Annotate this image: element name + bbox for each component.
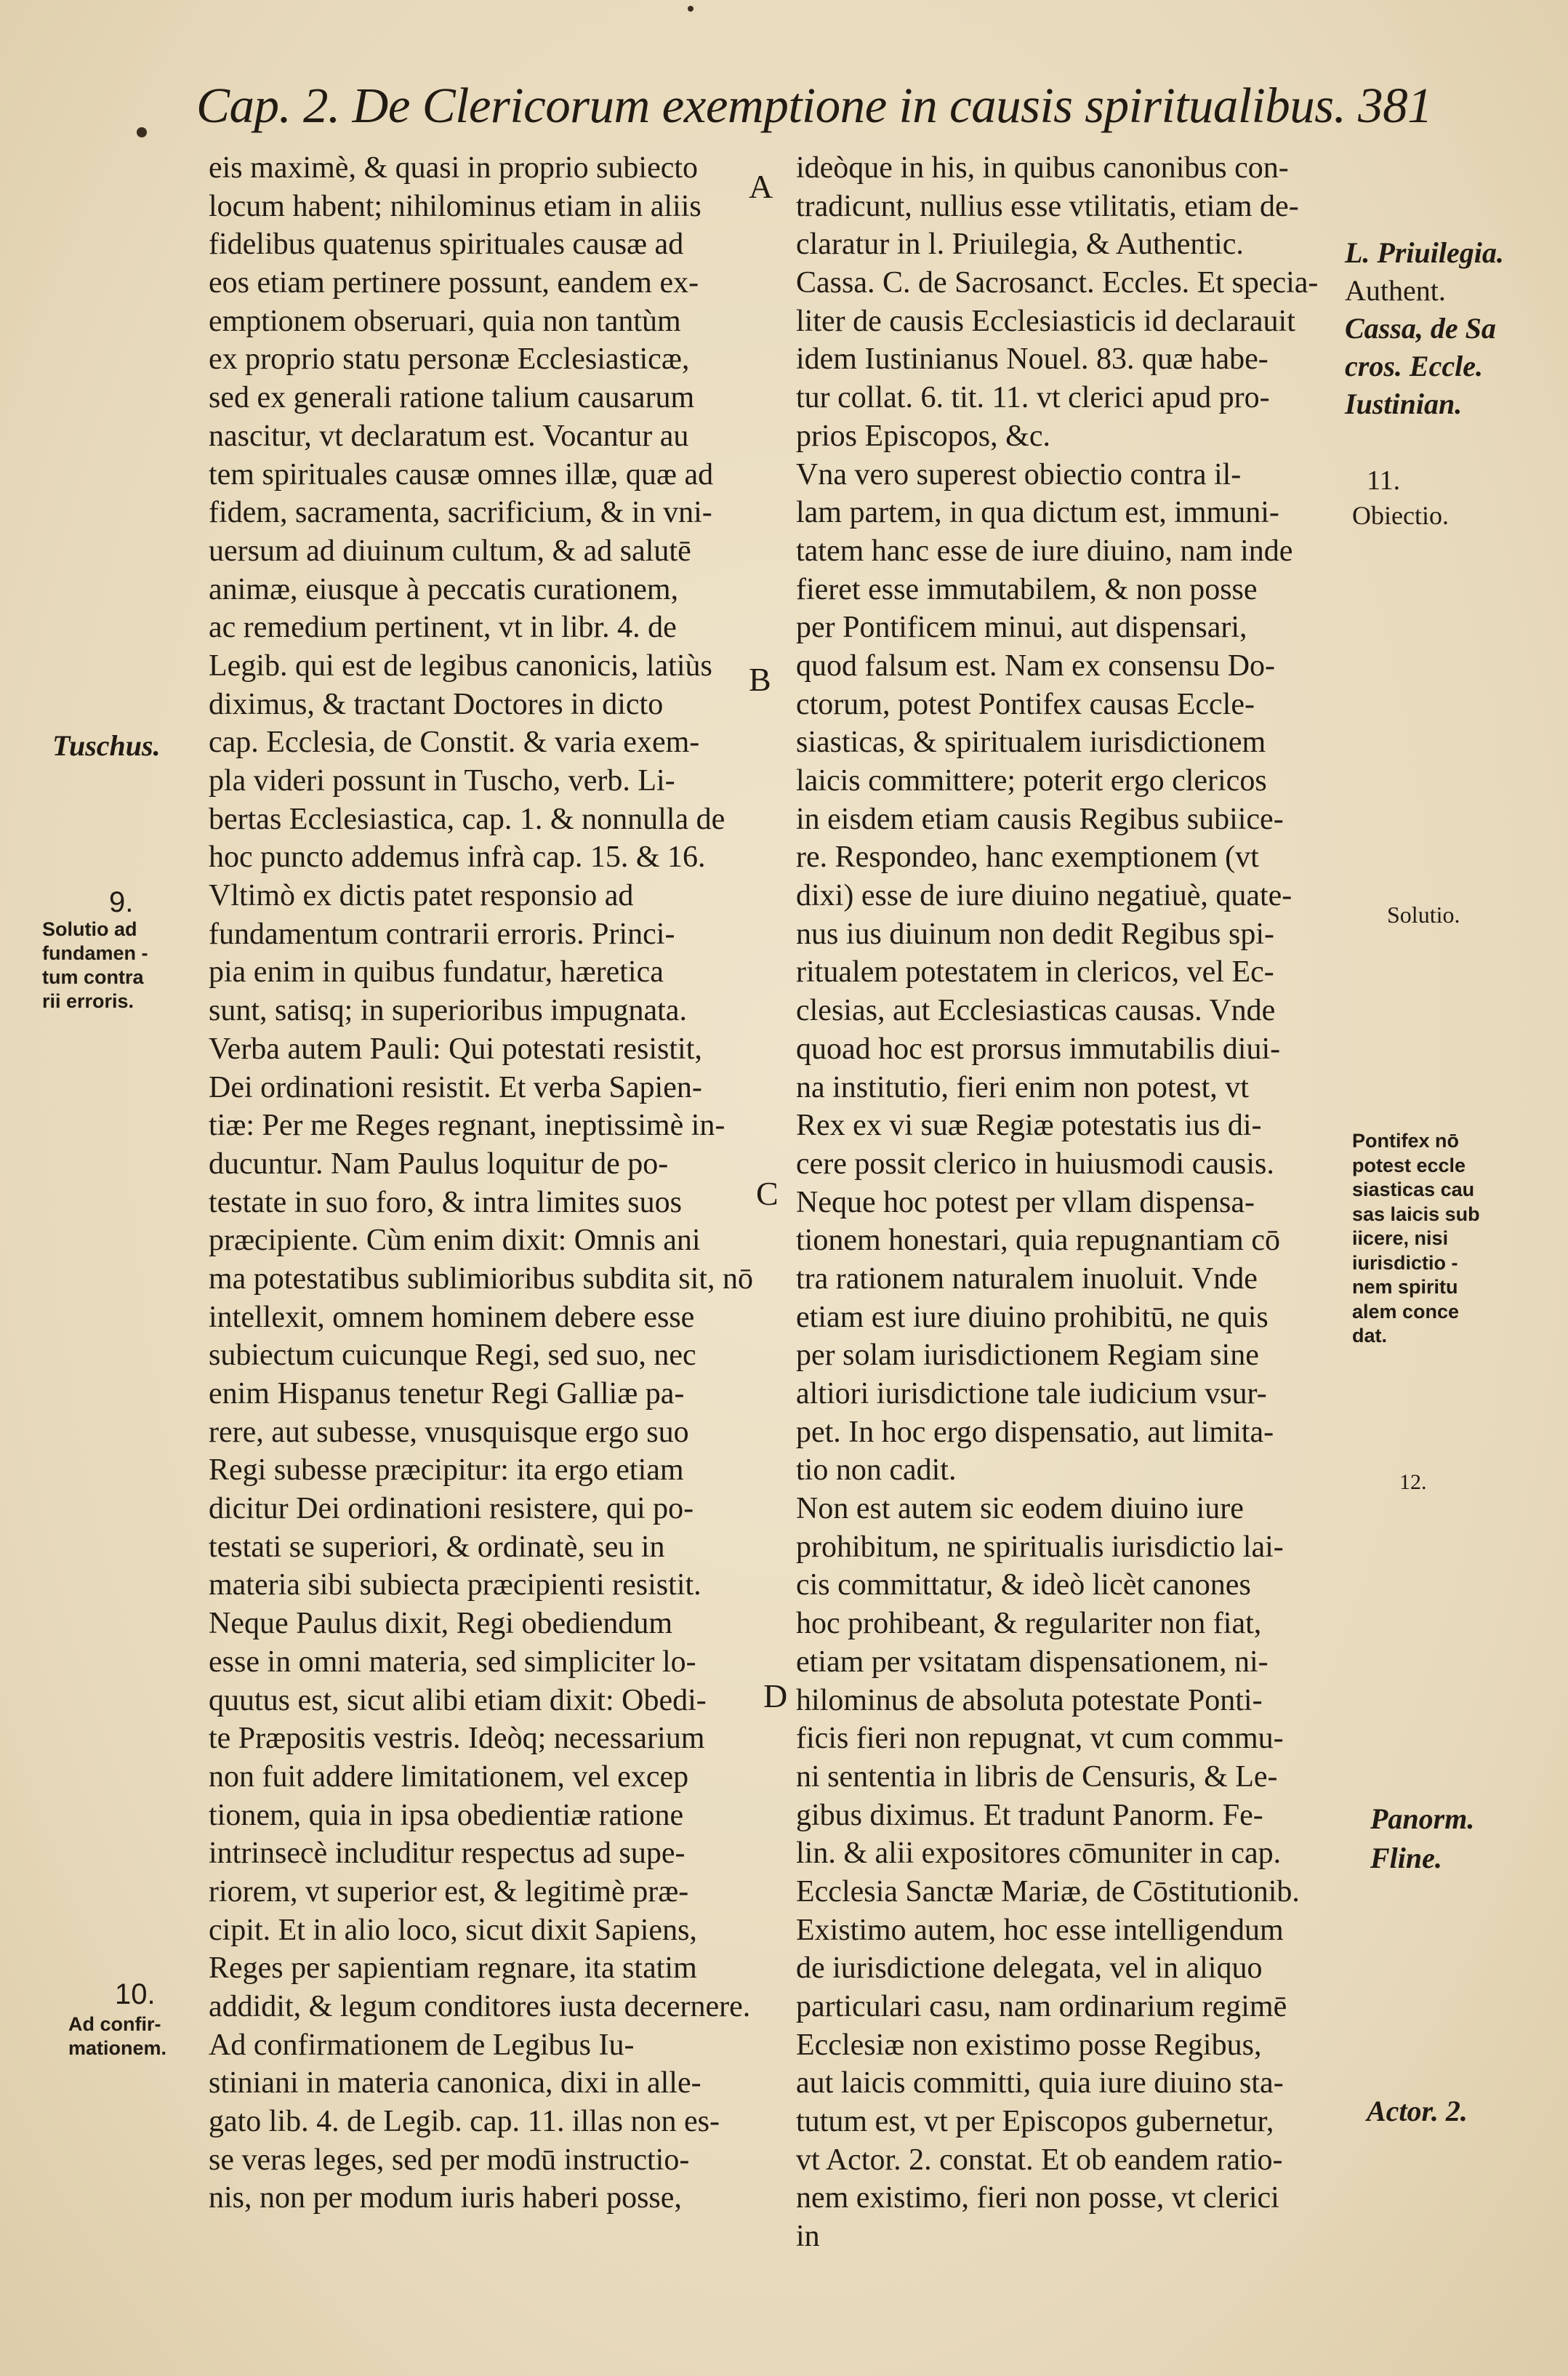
text-line: intellexit, omnem hominem debere esse [209,1300,695,1334]
text-line: sunt, satisq; in superioribus impugnata. [209,994,687,1028]
text-line: ma potestatibus sublimioribus subdita sit, nō [209,1261,753,1296]
text-line: aut laicis committi, quia iure diuino sta- [796,2066,1284,2100]
text-line: subiectum cuicunque Regi, sed suo, nec [209,1338,696,1373]
text-line: siasticas, & spiritualem iurisdictionem [796,726,1266,760]
text-line: particulari casu, nam ordinarium regimē [796,1990,1287,2023]
text-line: non fuit addere limitationem, vel excep [209,1759,689,1794]
margin-note-solutio [42,918,148,1014]
margin-line: Panorm. [1370,1802,1475,1835]
text-line: quod falsum est. Nam ex consensu Do- [796,649,1276,683]
text-line: per Pontificem minui, aut dispensari, [796,611,1247,645]
text-line: ctorum, potest Pontifex causas Eccle- [796,687,1255,721]
text-line: tur collat. 6. tit. 11. vt clerici apud pro- [796,381,1270,415]
right-text-column [796,149,1341,2256]
margin-line: dat. [1352,1325,1388,1346]
margin-line: rii erroris. [42,990,134,1012]
margin-line: Pontifex nō [1352,1130,1459,1152]
ink-speck [137,127,147,137]
text-line: tra rationem naturalem inuoluit. Vnde [796,1261,1258,1296]
text-line: vt Actor. 2. constat. Et ob eandem ratio- [796,2143,1283,2177]
text-line: fieret esse immutabilem, & non posse [796,572,1258,606]
running-header: Cap. 2. De Clericorum exemptione in causis spiritualibus. 381 [196,78,1433,133]
margin-line: potest eccle [1352,1154,1466,1176]
text-line: intrinsecè includitur respectus ad supe- [209,1837,686,1871]
text-line: lam partem, in qua dictum est, immuni- [796,496,1279,530]
text-line: hilominus de absoluta potestate Ponti- [796,1683,1263,1717]
text-line: Verba autem Pauli: Qui potestati resistit, [209,1032,702,1066]
margin-line: tum contra [42,966,144,988]
text-line: altiori iurisdictione tale iudicium vsur- [796,1377,1267,1410]
text-line: emptionem obseruari, quia non tantùm [209,304,681,338]
text-line: ex proprio statu personæ Ecclesiasticæ, [209,342,690,377]
text-line: bertas Ecclesiastica, cap. 1. & nonnulla de [209,802,725,836]
section-letter-b: B [749,661,771,698]
text-line: de iurisdictione delegata, vel in aliquo [796,1951,1263,1986]
text-line: nem existimo, fieri non posse, vt clerici [796,2181,1279,2215]
text-line: gato lib. 4. de Legib. cap. 11. illas non es- [209,2105,720,2139]
text-line: dicitur Dei ordinationi resistere, qui po- [209,1492,694,1526]
text-line: præcipiente. Cùm enim dixit: Omnis ani [209,1224,701,1258]
text-line: gibus diximus. Et tradunt Panorm. Fe- [796,1798,1263,1832]
text-line: Regi subesse præcipitur: ita ergo etiam [209,1453,684,1488]
section-letter-d: D [763,1677,788,1714]
text-line: fundamentum contrarii erroris. Princi- [209,917,675,951]
text-line: animæ, eiusque à peccatis curationem, [209,572,679,606]
margin-line: siasticas cau [1352,1179,1475,1200]
text-line: idem Iustinianus Nouel. 83. quæ habe- [796,342,1269,377]
text-line: tionem, quia in ipsa obedientiæ ratione [209,1798,684,1832]
text-line: na institutio, fieri enim non potest, vt [796,1070,1249,1104]
text-line: tradicunt, nullius esse vtilitatis, etiam de- [796,189,1299,223]
text-line: nus ius diuinum non dedit Regibus spi- [796,917,1275,951]
text-line: re. Respondeo, hanc exemptionem (vt [796,840,1259,875]
text-line: Ecclesiæ non existimo posse Regibus, [796,2028,1262,2062]
text-line: etiam per vsitatam dispensationem, ni- [796,1645,1269,1679]
text-line: cipit. Et in alio loco, sicut dixit Sapiens, [209,1913,697,1947]
text-line: esse in omni materia, sed simpliciter lo- [209,1645,696,1679]
text-line: enim Hispanus tenetur Regi Galliæ pa- [209,1377,685,1410]
text-line: dixi) esse de iure diuino negatiuè, quate- [796,879,1292,913]
margin-number-10: 10. [115,1978,156,2010]
margin-line: cros. Eccle. [1345,350,1483,382]
text-line: ritualem potestatem in clericos, vel Ec- [796,955,1274,990]
text-line: tatem hanc esse de iure diuino, nam inde [796,534,1293,568]
text-line: pia enim in quibus fundatur, hæretica [209,955,664,990]
section-letter-c: C [756,1175,779,1212]
text-line: rere, aut subesse, vnusquisque ergo suo [209,1415,689,1449]
text-line: Ecclesia Sanctæ Mariæ, de Cōstitutionib. [796,1874,1300,1909]
text-line: testati se superiori, & ordinatè, seu in [209,1530,665,1564]
text-line: Neque hoc potest per vllam dispensa- [796,1185,1255,1219]
text-line: hoc prohibeant, & regulariter non fiat, [796,1607,1262,1641]
text-line: addidit, & legum conditores iusta decernere. [209,1990,751,2023]
text-line: nis, non per modum iuris haberi posse, [209,2181,682,2215]
text-line: stiniani in materia canonica, dixi in alle- [209,2066,701,2100]
text-line: prohibitum, ne spiritualis iurisdictio lai- [796,1530,1284,1564]
text-line: clesias, aut Ecclesiasticas causas. Vnde [796,994,1276,1028]
margin-line: Cassa, de Sa [1345,312,1496,345]
margin-note-tuschus: Tuschus. [52,729,161,762]
margin-line: L. Priuilegia. [1345,236,1504,269]
margin-line: Iustinian. [1345,388,1463,420]
text-line: laicis committere; poterit ergo clericos [796,764,1267,798]
text-line: ideòque in his, in quibus canonibus con- [796,151,1289,185]
text-line: locum habent; nihilominus etiam in aliis [209,189,701,223]
text-line: etiam est iure diuino prohibitū, ne quis [796,1300,1269,1334]
ink-speck [688,6,693,12]
text-line: in [796,2220,820,2254]
margin-note-solutio-right: Solutio. [1387,902,1460,928]
margin-number-9: 9. [109,886,134,918]
text-line: Vna vero superest obiectio contra il- [796,457,1242,491]
text-line: ac remedium pertinent, vt in libr. 4. de [209,611,677,645]
text-line: sed ex generali ratione talium causarum [209,381,695,415]
text-line: se veras leges, sed per modū instructio- [209,2143,690,2177]
margin-number-12: 12. [1399,1470,1427,1494]
text-line: eos etiam pertinere possunt, eandem ex- [209,266,699,300]
text-line: cap. Ecclesia, de Constit. & varia exem- [209,726,700,760]
text-line: Neque Paulus dixit, Regi obediendum [209,1607,673,1641]
text-line: fidem, sacramenta, sacrificium, & in vni- [209,496,712,530]
text-line: Ad confirmationem de Legibus Iu- [209,2028,635,2062]
margin-number-11: 11. [1367,465,1401,496]
margin-line: nem spiritu [1352,1276,1458,1298]
margin-note-confirmationem [68,2012,166,2060]
margin-line: Fline. [1370,1842,1442,1874]
text-line: tionem honestari, quia repugnantiam cō [796,1224,1280,1258]
text-line: pet. In hoc ergo dispensatio, aut limita- [796,1415,1274,1449]
margin-line: iicere, nisi [1352,1227,1449,1249]
text-line: tem spirituales causæ omnes illæ, quæ ad [209,457,714,491]
margin-line: fundamen - [42,942,148,964]
text-line: liter de causis Ecclesiasticis id declarauit [796,304,1295,338]
margin-note-panorm [1370,1799,1474,1878]
margin-line: mationem. [68,2037,167,2059]
text-line: riorem, vt superior est, & legitimè præ- [209,1874,689,1909]
text-line: cis committatur, & ideò licèt canones [796,1568,1251,1602]
text-line: diximus, & tractant Doctores in dicto [209,687,664,721]
text-line: Rex ex vi suæ Regiæ potestatis ius di- [796,1109,1262,1143]
text-line: Legib. qui est de legibus canonicis, latiùs [209,649,712,683]
text-line: Existimo autem, hoc esse intelligendum [796,1913,1284,1947]
margin-line: iurisdictio - [1352,1251,1458,1274]
text-line: uersum ad diuinum cultum, & ad salutē [209,534,691,568]
text-line: Reges per sapientiam regnare, ita statim [209,1951,697,1986]
text-line: per solam iurisdictionem Regiam sine [796,1338,1259,1373]
margin-note-actor: Actor. 2. [1367,2095,1468,2127]
section-letter-a: A [749,168,773,205]
margin-line: Authent. [1345,274,1446,307]
text-line: tio non cadit. [796,1453,957,1488]
text-line: Cassa. C. de Sacrosanct. Eccles. Et specia- [796,266,1319,300]
text-line: Non est autem sic eodem diuino iure [796,1492,1244,1526]
margin-line: sas laicis sub [1352,1203,1480,1225]
text-line: Dei ordinationi resistit. Et verba Sapien- [209,1070,702,1104]
text-line: tiæ: Per me Reges regnant, ineptissimè in- [209,1109,725,1143]
margin-line: alem conce [1352,1300,1460,1323]
text-line: cere possit clerico in huiusmodi causis. [796,1147,1274,1181]
text-line: tutum est, vt per Episcopos gubernetur, [796,2105,1274,2139]
text-line: hoc puncto addemus infrà cap. 15. & 16. [209,840,706,875]
text-line: claratur in l. Priuilegia, & Authentic. [796,228,1244,262]
margin-note-priuilegia [1345,234,1504,423]
text-line: Vltimò ex dictis patet responsio ad [209,879,634,913]
text-line: ficis fieri non repugnat, vt cum commu- [796,1722,1284,1756]
text-line: in eisdem etiam causis Regibus subiice- [796,802,1284,836]
text-line: fidelibus quatenus spirituales causæ ad [209,228,684,262]
text-line: prios Episcopos, &c. [796,419,1050,453]
text-line: quutus est, sicut alibi etiam dixit: Obedi- [209,1683,707,1717]
text-line: pla videri possunt in Tuscho, verb. Li- [209,764,675,798]
margin-line: Solutio ad [42,918,137,940]
text-line: testate in suo foro, & intra limites suos [209,1185,682,1219]
left-text-column [209,149,761,2218]
text-line: te Præpositis vestris. Ideòq; necessarium [209,1722,705,1756]
margin-note-obiectio: Obiectio. [1352,501,1449,530]
margin-line: Ad confir- [68,2013,161,2035]
text-line: eis maximè, & quasi in proprio subiecto [209,151,699,185]
text-line: quoad hoc est prorsus immutabilis diui- [796,1032,1281,1066]
text-line: lin. & alii expositores cōmuniter in cap. [796,1837,1282,1871]
margin-note-pontifex [1352,1129,1480,1349]
text-line: nascitur, vt declaratum est. Vocantur au [209,419,689,453]
text-line: ducuntur. Nam Paulus loquitur de po- [209,1147,669,1181]
text-line: materia sibi subiecta præcipienti resistit. [209,1568,701,1602]
text-line: ni sententia in libris de Censuris, & Le- [796,1759,1278,1794]
